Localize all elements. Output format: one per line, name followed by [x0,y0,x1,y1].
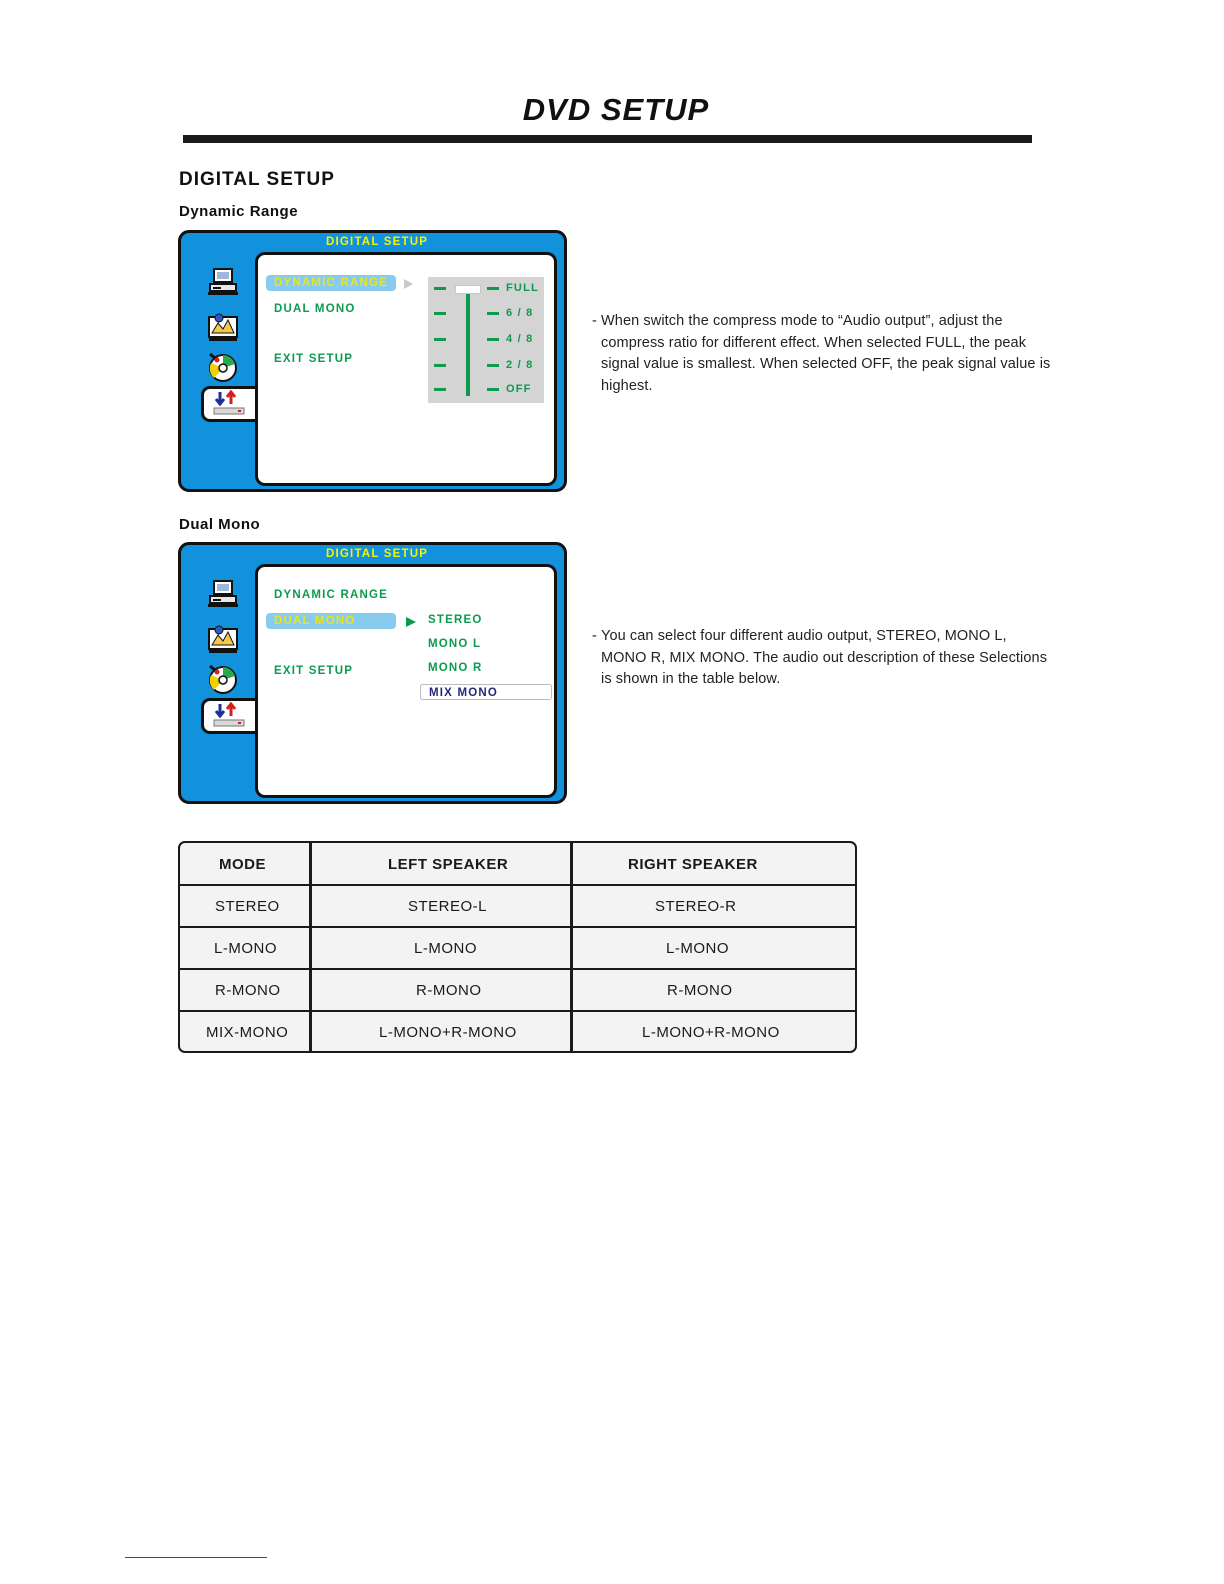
table-cell: MIX-MONO [206,1024,289,1041]
header-left-speaker: LEFT SPEAKER [388,856,509,873]
menu-exit-setup[interactable]: EXIT SETUP [274,665,354,677]
audio-tab[interactable] [201,698,261,734]
table-row [180,1011,855,1053]
menu-dynamic-range[interactable]: DYNAMIC RANGE [274,589,388,601]
picture-settings-icon[interactable] [206,623,240,655]
disc-icon[interactable] [206,351,240,383]
osd-title: DIGITAL SETUP [326,548,429,560]
table-cell: L-MONO [414,940,477,957]
table-cell: STEREO-L [408,898,488,915]
table-row [180,885,855,927]
table-cell: R-MONO [416,982,482,999]
description-text: You can select four different audio output, STEREO, MONO L, MONO R, MIX MONO. The audio out description of these Selections is shown in the table below. [601,628,1048,687]
option-stereo[interactable]: STEREO [428,614,483,626]
table-header-row [180,843,855,885]
table-cell: STEREO [215,898,280,915]
table-cell: L-MONO+R-MONO [379,1024,517,1041]
audio-io-icon [212,390,246,420]
osd-panel [255,564,557,798]
menu-dual-mono[interactable]: DUAL MONO [266,613,396,629]
table-cell: L-MONO+R-MONO [642,1024,780,1041]
disc-icon[interactable] [206,663,240,695]
table-cell: R-MONO [667,982,733,999]
level-6-8[interactable]: 6 / 8 [506,307,534,319]
speaker-output-table [178,841,857,1053]
osd-dynamic-range [178,230,567,492]
title-rule [183,135,1032,143]
audio-tab[interactable] [201,386,261,422]
menu-exit-setup[interactable]: EXIT SETUP [274,353,354,365]
page-title: DVD SETUP [522,92,710,127]
header-mode: MODE [219,856,266,873]
level-4-8[interactable]: 4 / 8 [506,333,534,345]
option-mix-mono[interactable]: MIX MONO [420,684,552,700]
level-2-8[interactable]: 2 / 8 [506,359,534,371]
option-mono-l[interactable]: MONO L [428,638,482,650]
menu-dynamic-range[interactable]: DYNAMIC RANGE [266,275,396,291]
dynamic-range-slider[interactable] [428,277,544,403]
submenu-arrow-icon [404,279,413,289]
option-mono-r[interactable]: MONO R [428,662,483,674]
submenu-arrow-icon [406,617,416,627]
section-heading: DIGITAL SETUP [179,169,335,190]
dynamic-range-description: - When switch the compress mode to “Audio output”, adjust the compress ratio for different effect. When selected FULL, the peak signal value is smallest. When selected OFF, the peak signal value is highest. [592,311,1052,397]
description-text: When switch the compress mode to “Audio output”, adjust the compress ratio for different effect. When selected FULL, the peak signal value is smallest. When selected OFF, the peak signal value is highest. [601,313,1051,394]
level-off[interactable]: OFF [506,383,532,395]
header-right-speaker: RIGHT SPEAKER [628,856,758,873]
table-row [180,927,855,969]
dual-mono-subheading: Dual Mono [179,516,261,533]
table-row [180,969,855,1011]
monitor-icon[interactable] [206,579,240,611]
monitor-icon[interactable] [206,267,240,299]
osd-title: DIGITAL SETUP [326,236,429,248]
osd-panel [255,252,557,486]
osd-dual-mono [178,542,567,804]
level-full[interactable]: FULL [506,282,539,294]
footer-link-underline [125,1557,267,1558]
slider-track [466,285,470,396]
table-cell: STEREO-R [655,898,737,915]
table-cell: L-MONO [214,940,277,957]
audio-io-icon [212,702,246,732]
slider-knob[interactable] [455,285,481,294]
menu-dual-mono[interactable]: DUAL MONO [274,303,356,315]
table-cell: R-MONO [215,982,281,999]
picture-settings-icon[interactable] [206,311,240,343]
dynamic-range-subheading: Dynamic Range [179,203,299,220]
table-cell: L-MONO [666,940,729,957]
dual-mono-description: - You can select four different audio output, STEREO, MONO L, MONO R, MIX MONO. The audio out description of these Selections is shown in the table below. [592,626,1052,691]
